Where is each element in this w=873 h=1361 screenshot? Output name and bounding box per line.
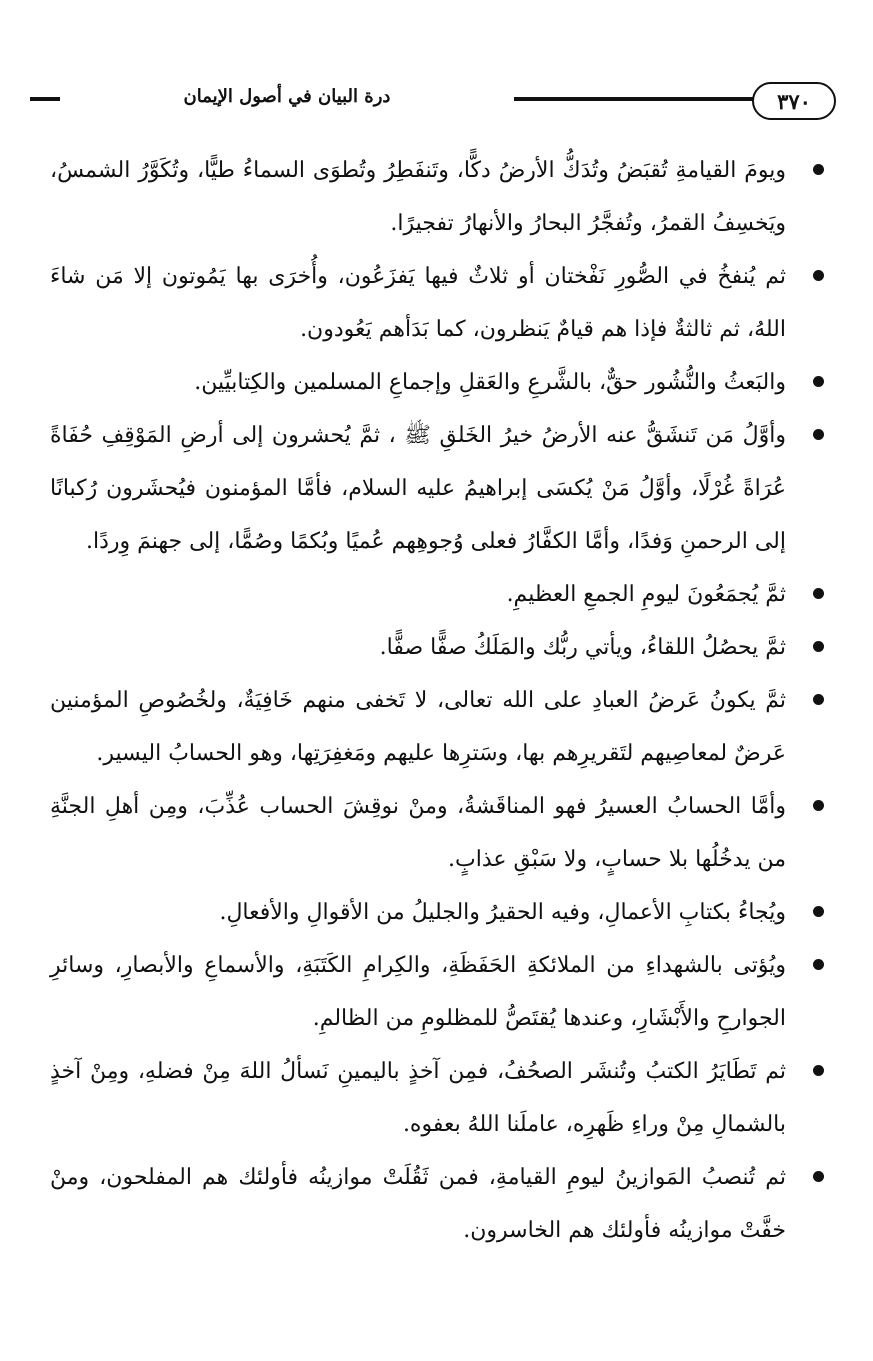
item-text: ثم تَطَايَرُ الكتبُ وتُنشَر الصحُفُ، فمِن آخذٍ باليمينِ نَسألُ اللهَ مِنْ فضلهِ، ومِنْ آخذٍ بالشمالِ مِنْ وراءِ ظَهرِه، عاملَنا اللهُ بعفوه. [50, 1059, 786, 1137]
bullet-icon [813, 429, 824, 440]
page-number: ٣٧٠ [752, 82, 836, 120]
book-title: درة البيان في أصول الإيمان [183, 86, 391, 107]
bullet-icon [813, 694, 824, 705]
bullet-icon [813, 164, 824, 175]
bullet-icon [813, 641, 824, 652]
bullet-icon [813, 1065, 824, 1076]
item-text: ويُجاءُ بكتابِ الأعمالِ، وفيه الحقيرُ والجليلُ من الأقوالِ والأفعالِ. [219, 900, 786, 925]
header-rule [514, 97, 754, 101]
item-text: ويومَ القيامةِ تُقبَضُ وتُدَكُّ الأرضُ دكًّا، وتَنفَطِرُ وتُطوَى السماءُ طيًّا، وتُكَوَّرُ الشمسُ، ويَخسِفُ القمرُ، وتُفجَّرُ البحارُ والأنهارُ تفجيرًا. [50, 158, 786, 236]
main-text [50, 144, 826, 1257]
running-header [28, 80, 836, 126]
item-text: ثمَّ يُجمَعُونَ ليومِ الجمعِ العظيمِ. [506, 582, 786, 607]
item-text: والبَعثُ والنُّشُور حقٌّ، بالشَّرعِ والعَقلِ وإجماعِ المسلمين والكِتابيِّين. [194, 370, 786, 395]
item-text: وأوَّلُ مَن تَنشَقُّ عنه الأرضُ خيرُ الخَلقِ ﷺ ، ثمَّ يُحشرون إلى أرضِ المَوْقِفِ حُفَاةً عُرَاةً غُرْلًا، وأوَّلُ مَنْ يُكسَى إبراهيمُ عليه السلام، فأمَّا المؤمنون فيُحشَرون رُكبانًا إلى الرحمنِ وَفدًا، وأمَّا الكفَّارُ فعلى وُجوهِهم عُميًا وبُكمًا وصُمًّا، إلى جهنمَ وِردًا. [50, 423, 786, 554]
bullet-icon [813, 959, 824, 970]
list-item [50, 886, 826, 939]
item-text: ثمَّ يكونُ عَرضُ العبادِ على الله تعالى، لا تَخفى منهم خَافِيَةٌ، ولخُصُوصِ المؤمنين عَرضٌ لمعاصِيهم لتَقريرِهم بها، وسَترِها عليهم ومَغفِرَتِها، وهو الحسابُ اليسير. [50, 688, 786, 766]
list-item [50, 144, 826, 250]
item-text: ثمَّ يحصُلُ اللقاءُ، ويأتي ربُّك والمَلَكُ صفًّا صفًّا. [379, 635, 786, 660]
list-item [50, 621, 826, 674]
item-text: ثم يُنفخُ في الصُّورِ نَفْختان أو ثلاثٌ فيها يَفزَعُون، وأُخرَى بها يَمُوتون إلا مَن شاءَ اللهُ، ثم ثالثةٌ فإذا هم قيامٌ يَنظرون، كما بَدَأهم يَعُودون. [50, 264, 786, 342]
list-item [50, 409, 826, 568]
list-item [50, 568, 826, 621]
list-item [50, 939, 826, 1045]
item-text: ويُؤتى بالشهداءِ من الملائكةِ الحَفَظَةِ، والكِرامِ الكَتَبَةِ، والأسماعِ والأبصارِ، وسائرِ الجوارحِ والأَبْشَارِ، وعندها يُقتَصُّ للمظلومِ من الظالمِ. [50, 953, 786, 1031]
list-item [50, 674, 826, 780]
item-text: وأمَّا الحسابُ العسيرُ فهو المناقَشةُ، ومنْ نوقِشَ الحساب عُذِّبَ، ومِن أهلِ الجنَّةِ من يدخُلُها بلا حسابٍ، ولا سَبْقِ عذابٍ. [50, 794, 786, 872]
list-item [50, 780, 826, 886]
list-item [50, 250, 826, 356]
bullet-icon [813, 906, 824, 917]
header-rule [30, 97, 60, 101]
list-item [50, 1151, 826, 1257]
bullet-icon [813, 1171, 824, 1182]
bullet-icon [813, 588, 824, 599]
list-item [50, 1045, 826, 1151]
item-text: ثم تُنصبُ المَوازينُ ليومِ القيامةِ، فمن ثَقُلَتْ موازينُه فأولئك هم المفلحون، ومنْ خفَّتْ موازينُه فأولئك هم الخاسرون. [50, 1165, 786, 1243]
bullet-icon [813, 270, 824, 281]
bullet-icon [813, 376, 824, 387]
list-item [50, 356, 826, 409]
bullet-icon [813, 800, 824, 811]
